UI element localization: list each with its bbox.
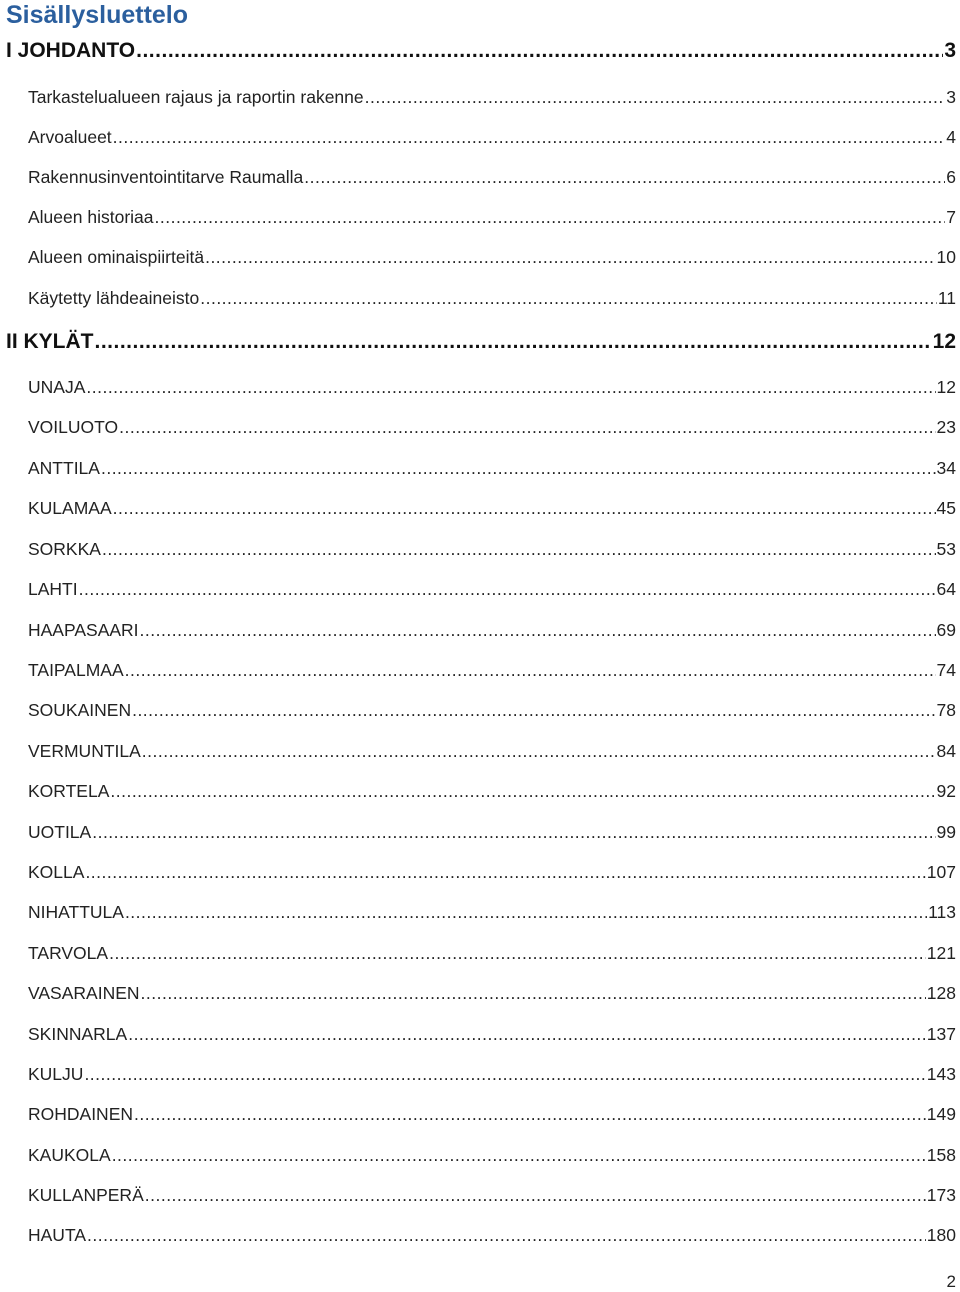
toc-entry[interactable] — [28, 206, 956, 228]
toc-page-number: 107 — [926, 862, 956, 882]
toc-entry[interactable] — [28, 821, 956, 843]
toc-section-kylat[interactable] — [6, 329, 956, 355]
toc-page-number: 69 — [936, 620, 956, 640]
toc-leader-dots — [304, 166, 945, 188]
toc-leader-dots — [205, 246, 935, 268]
toc-entry[interactable] — [28, 1224, 956, 1246]
toc-entry-label: ROHDAINEN — [28, 1104, 134, 1124]
toc-page-number: 6 — [946, 167, 956, 187]
toc-leader-dots — [79, 578, 936, 600]
toc-page-number: 158 — [926, 1145, 956, 1165]
toc-entry[interactable] — [28, 126, 956, 148]
toc-leader-dots — [110, 780, 935, 802]
toc-entry[interactable] — [28, 901, 956, 923]
toc-leader-dots — [142, 740, 936, 762]
toc-page-number: 64 — [936, 579, 956, 599]
toc-entry[interactable] — [28, 497, 956, 519]
toc-entry[interactable] — [28, 942, 956, 964]
toc-entry[interactable] — [28, 416, 956, 438]
toc-entry-label: HAUTA — [28, 1225, 87, 1245]
toc-leader-dots — [113, 126, 946, 148]
toc-entry-label: Rakennusinventointitarve Raumalla — [28, 167, 304, 187]
toc-leader-dots — [155, 206, 946, 228]
toc-page-number: 4 — [946, 127, 956, 147]
toc-entry-label: KULLANPERÄ — [28, 1185, 144, 1205]
toc-entry-label: Arvoalueet — [28, 127, 112, 147]
toc-leader-dots — [145, 1184, 926, 1206]
toc-page-number: 149 — [926, 1104, 956, 1124]
toc-leader-dots — [87, 1224, 926, 1246]
toc-leader-dots — [92, 821, 935, 843]
toc-entry-label: UOTILA — [28, 822, 92, 842]
page-number: 2 — [946, 1272, 956, 1291]
toc-entry-label: TARVOLA — [28, 943, 109, 963]
toc-entry[interactable] — [28, 982, 956, 1004]
toc-entry[interactable] — [28, 1144, 956, 1166]
toc-page-number: 34 — [936, 458, 956, 478]
toc-entry-label: NIHATTULA — [28, 902, 124, 922]
toc-leader-dots — [119, 416, 935, 438]
toc-page-number: 12 — [936, 377, 956, 397]
toc-leader-dots — [128, 1023, 926, 1045]
toc-section-label: I JOHDANTO — [6, 39, 136, 62]
toc-leader-dots — [200, 287, 937, 309]
toc-page-number: 23 — [936, 417, 956, 437]
toc-entry[interactable] — [28, 740, 956, 762]
toc-entry-label: VASARAINEN — [28, 983, 140, 1003]
toc-leader-dots — [132, 699, 935, 721]
toc-entry[interactable] — [28, 166, 956, 188]
toc-entry-label: Tarkastelualueen rajaus ja raportin rakenne — [28, 87, 364, 107]
toc-section-label: II KYLÄT — [6, 330, 94, 353]
toc-leader-dots — [136, 38, 943, 64]
toc-page-number: 137 — [926, 1024, 956, 1044]
toc-section-johdanto[interactable] — [6, 38, 956, 64]
toc-leader-dots — [112, 1144, 926, 1166]
toc-title: Sisällysluettelo — [6, 1, 189, 29]
toc-entry[interactable] — [28, 780, 956, 802]
toc-leader-dots — [134, 1103, 926, 1125]
toc-page-number: 113 — [928, 902, 956, 922]
toc-page-number: 78 — [936, 700, 956, 720]
toc-entry[interactable] — [28, 86, 956, 108]
toc-page-number: 143 — [926, 1064, 956, 1084]
toc-leader-dots — [84, 1063, 925, 1085]
toc-leader-dots — [113, 497, 936, 519]
toc-entry-label: KULJU — [28, 1064, 84, 1084]
toc-entry-label: KAUKOLA — [28, 1145, 111, 1165]
toc-page-number: 10 — [936, 247, 956, 267]
toc-entry-label: KOLLA — [28, 862, 85, 882]
toc-entry[interactable] — [28, 578, 956, 600]
toc-entry-label: VOILUOTO — [28, 417, 119, 437]
toc-entry[interactable] — [28, 1184, 956, 1206]
toc-entry[interactable] — [28, 246, 956, 268]
toc-leader-dots — [86, 376, 935, 398]
toc-page-number: 11 — [937, 288, 956, 308]
toc-entry-label: HAAPASAARI — [28, 620, 139, 640]
toc-entry[interactable] — [28, 699, 956, 721]
toc-entry-label: VERMUNTILA — [28, 741, 141, 761]
toc-entry-label: SORKKA — [28, 539, 101, 559]
toc-entry[interactable] — [28, 1023, 956, 1045]
toc-leader-dots — [365, 86, 946, 108]
toc-leader-dots — [85, 861, 925, 883]
toc-page-number: 12 — [932, 330, 956, 353]
toc-page-number: 121 — [926, 943, 956, 963]
toc-leader-dots — [125, 659, 936, 681]
toc-page-number: 99 — [936, 822, 956, 842]
toc-leader-dots — [109, 942, 926, 964]
toc-leader-dots — [125, 901, 927, 923]
toc-leader-dots — [141, 982, 926, 1004]
toc-entry-label: Alueen historiaa — [28, 207, 154, 227]
toc-entry-label: LAHTI — [28, 579, 78, 599]
toc-entry-label: KORTELA — [28, 781, 110, 801]
toc-page-number: 45 — [936, 498, 956, 518]
toc-entry[interactable] — [28, 457, 956, 479]
toc-entry[interactable] — [28, 1063, 956, 1085]
toc-leader-dots — [102, 538, 936, 560]
toc-page-number: 3 — [944, 39, 956, 62]
toc-page-number: 53 — [936, 539, 956, 559]
toc-page-number: 74 — [936, 660, 956, 680]
toc-entry-label: UNAJA — [28, 377, 86, 397]
toc-page-number: 3 — [946, 87, 956, 107]
toc-entry-label: SKINNARLA — [28, 1024, 128, 1044]
toc-entry[interactable] — [28, 619, 956, 641]
toc-leader-dots — [140, 619, 936, 641]
toc-leader-dots — [95, 329, 932, 355]
toc-entry-label: Käytetty lähdeaineisto — [28, 288, 200, 308]
toc-entry-label: Alueen ominaispiirteitä — [28, 247, 205, 267]
toc-entry[interactable] — [28, 538, 956, 560]
toc-page-number: 128 — [926, 983, 956, 1003]
toc-entry[interactable] — [28, 659, 956, 681]
toc-leader-dots — [101, 457, 936, 479]
toc-entry-label: SOUKAINEN — [28, 700, 132, 720]
toc-page-number: 7 — [946, 207, 956, 227]
toc-page-number: 92 — [936, 781, 956, 801]
toc-entry-label: ANTTILA — [28, 458, 100, 478]
toc-page-number: 173 — [926, 1185, 956, 1205]
toc-entry-label: TAIPALMAA — [28, 660, 124, 680]
toc-entry[interactable] — [28, 376, 956, 398]
toc-entry[interactable] — [28, 287, 956, 309]
toc-page-number: 84 — [936, 741, 956, 761]
toc-entry[interactable] — [28, 861, 956, 883]
toc-entry-label: KULAMAA — [28, 498, 112, 518]
toc-entry[interactable] — [28, 1103, 956, 1125]
toc-page-number: 180 — [926, 1225, 956, 1245]
